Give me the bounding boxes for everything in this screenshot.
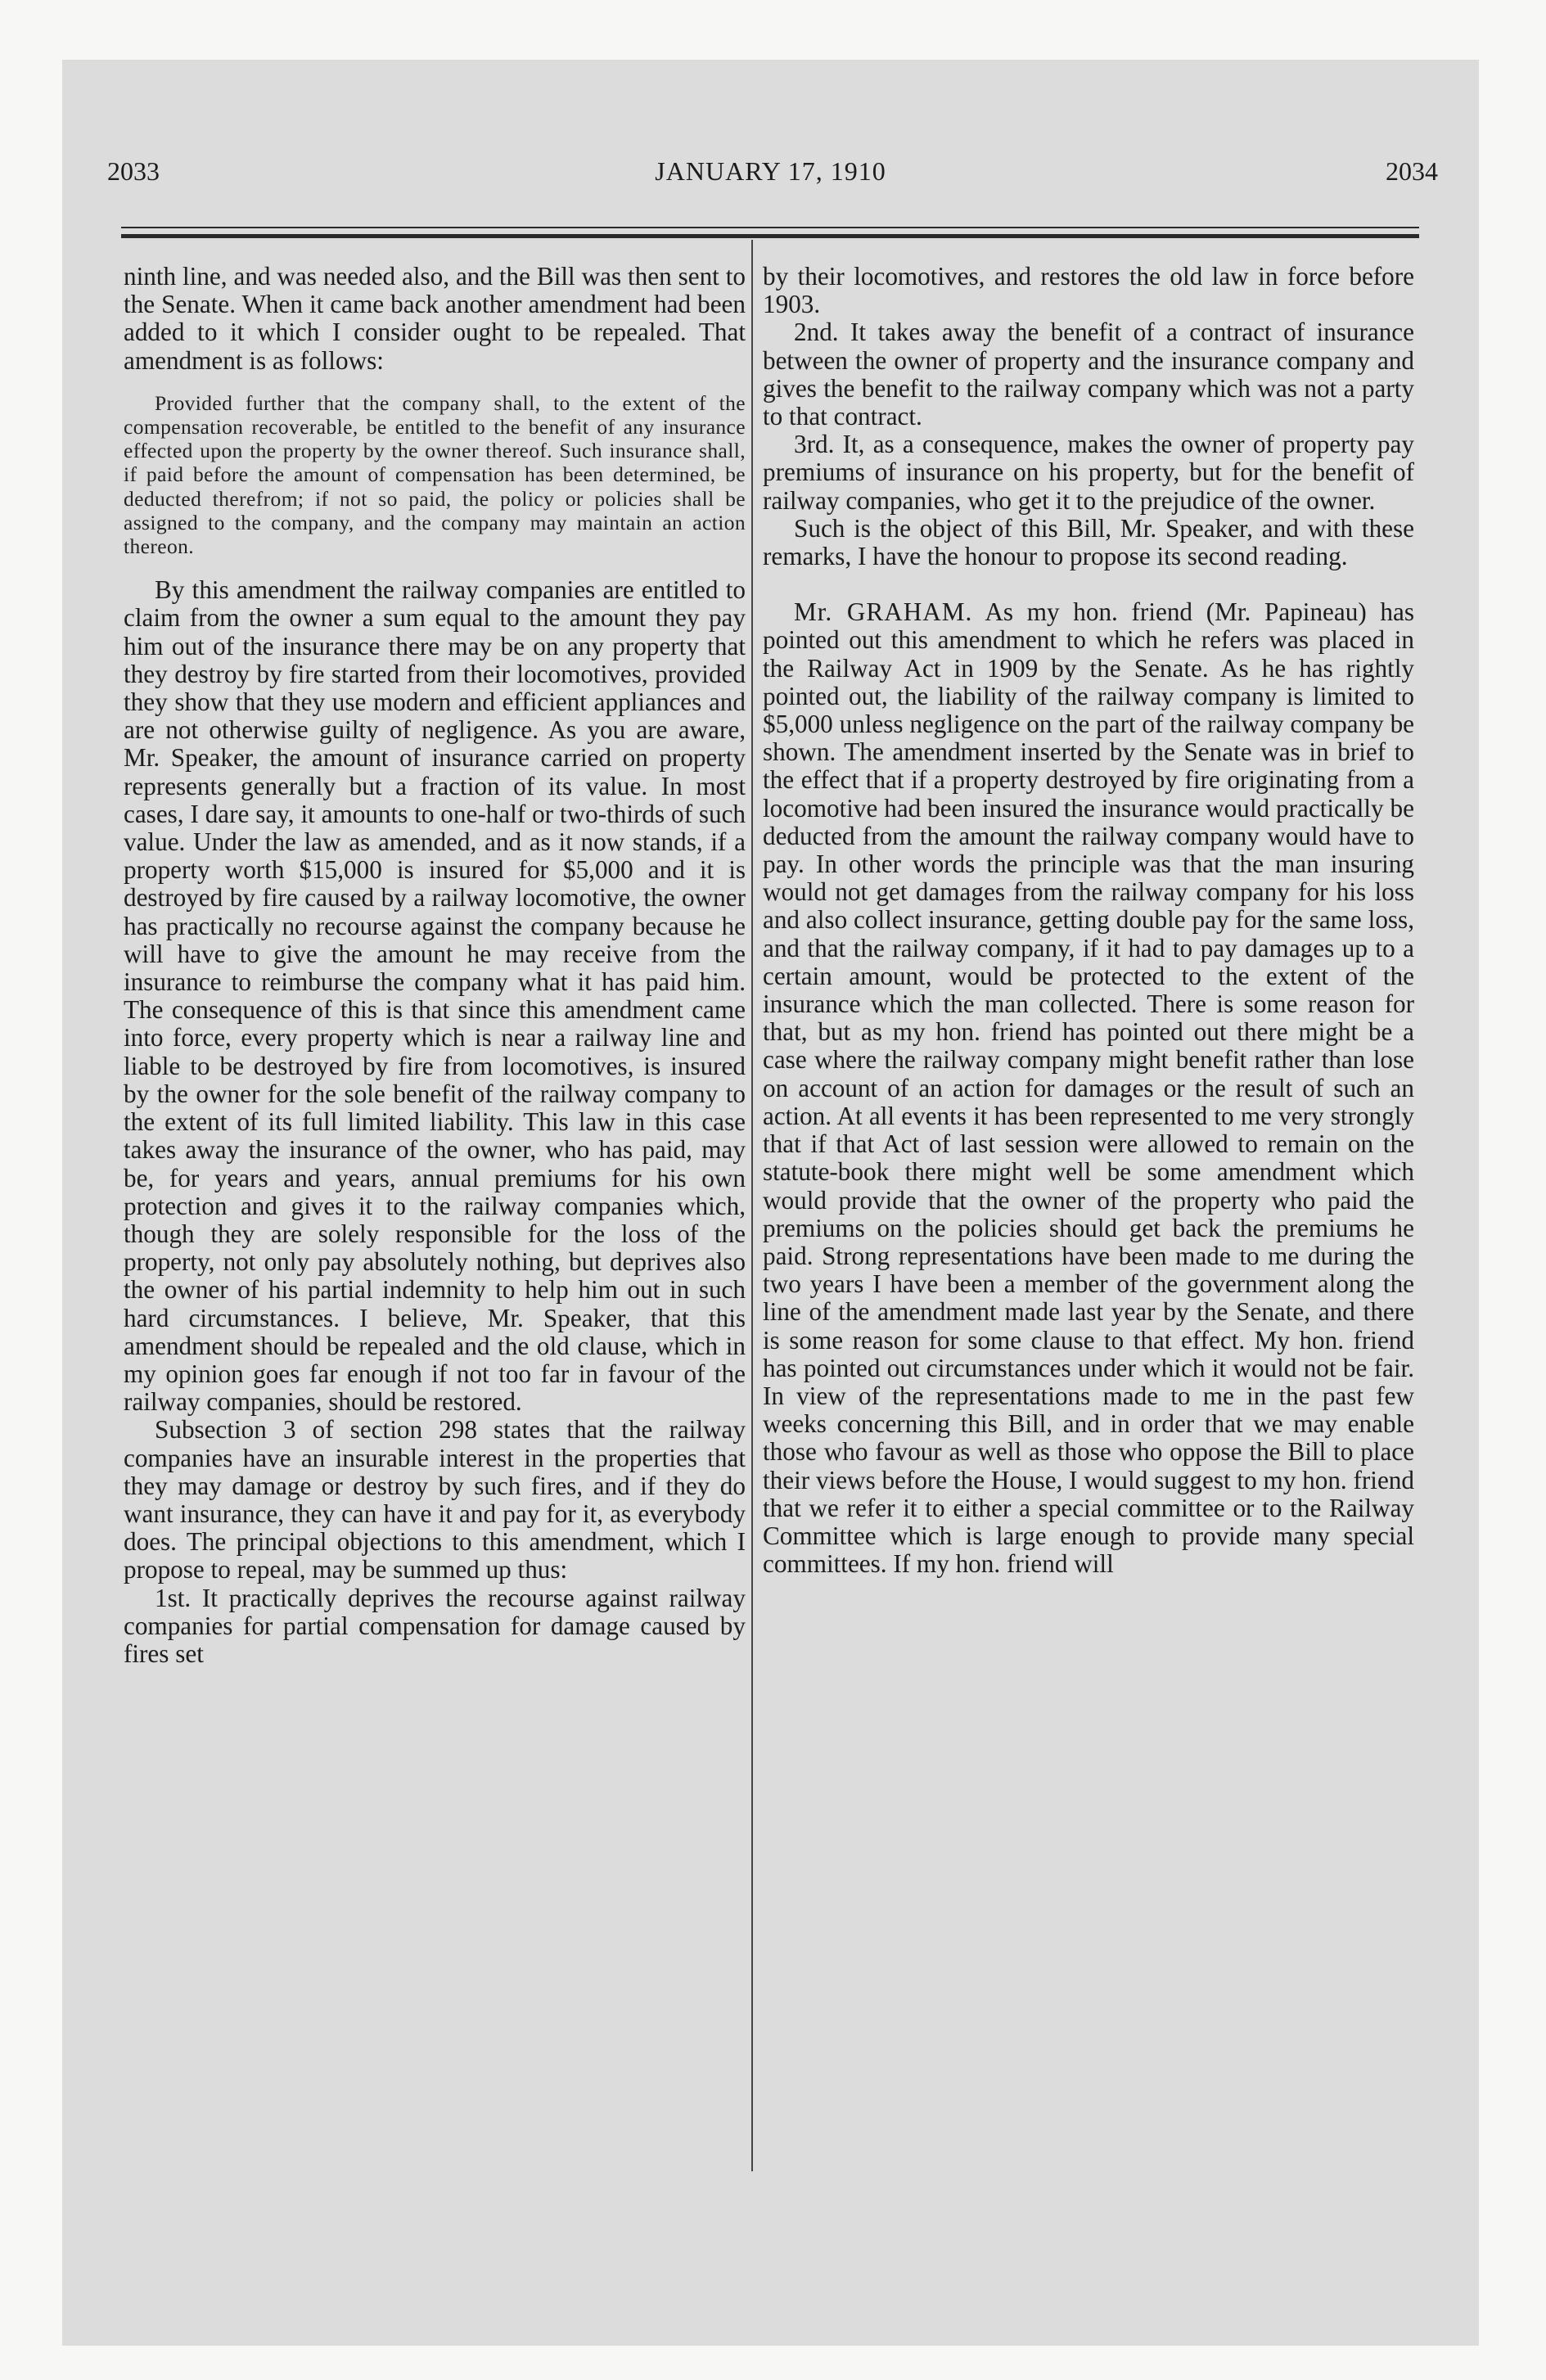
page-header (62, 156, 1479, 192)
graham-speech (763, 598, 1414, 1578)
header-date: JANUARY 17, 1910 (655, 156, 886, 186)
left-paragraph-1: By this amendment the railway companies are entitled to claim from the owner a sum equal to the amount they pay him out of the insurance there may be on any property that they destroy by fire started from their locomotives, provided they show that they use modern and efficient appliances and are not otherwise guilty of negligence. As you are aware, Mr. Speaker, the amount of insurance carried on property represents generally but a fraction of its value. In most cases, I dare say, it amounts to one-half or two-thirds of such value. Under the law as amended, and as it now stands, if a property worth $15,000 is insured for $5,000 and it is destroyed by fire caused by a railway locomotive, the owner has practically no recourse against the company because he will have to give the amount he may receive from the insurance to reimburse the company what it has paid him. The consequence of this is that since this amendment came into force, every property which is near a railway line and liable to be destroyed by fire from locomotives, is insured by the owner for the sole benefit of the railway company to the extent of its full limited liability. This law in this case takes away the insurance of the owner, who has paid, may be, for years and years, annual premiums for his own protection and gives it to the railway companies which, though they are solely responsible for the loss of the property, not only pay absolutely nothing, but deprives also the owner of his partial indemnity to help him out in such hard circumstances. I believe, Mr. Speaker, that this amendment should be repealed and the old clause, which in my opinion goes far enough if not too far in favour of the railway companies, should be restored. (124, 575, 746, 1417)
left-column (124, 263, 746, 1668)
left-paragraph-2: Subsection 3 of section 298 states that the railway companies have an insurable interest in the properties that they may damage or destroy by such fires, and if they do want insurance, they can have it and pay for it, as everybody does. The principal objections to this amendment, which I propose to repeal, may be summed up thus: (124, 1415, 746, 1584)
right-paragraph-1: 2nd. It takes away the benefit of a contract of insurance between the owner of property and the insurance company and gives the benefit to the railway company which was not a party to that contract. (763, 318, 1414, 431)
paragraph-gap (763, 570, 1414, 598)
amendment-quote (124, 391, 746, 558)
right-column (763, 263, 1414, 1578)
left-intro-paragraph: ninth line, and was needed also, and the Bill was then sent to the Senate. When it came back another amendment had been added to it which I consider ought to be repealed. That amendment is as follows: (124, 262, 746, 375)
column-divider (751, 240, 753, 2171)
left-paragraph-3: 1st. It practically deprives the recourse against railway companies for partial compensation for damage caused by fires set (124, 1583, 746, 1668)
speaker-name: Mr. GRAHAM. (794, 597, 973, 627)
header-rule-thick (121, 234, 1419, 238)
page-number-right: 2034 (1386, 156, 1438, 186)
right-paragraph-0: by their locomotives, and restores the old law in force before 1903. (763, 262, 1414, 319)
amendment-quote-text: Provided further that the company shall, to the extent of the compensation recoverable, be entitled to the benefit of any insurance effected upon the property by the owner thereof. Such insurance shall, if paid before the amount of compensation has been determined, be deducted therefrom; if not so paid, the policy or policies shall be assigned to the company, and the company may maintain an action thereon. (124, 390, 746, 559)
right-paragraph-2: 3rd. It, as a consequence, makes the owner of property pay premiums of insurance on his property, but for the benefit of railway companies, who get it to the prejudice of the owner. (763, 430, 1414, 515)
page-number-left: 2033 (107, 156, 160, 186)
right-paragraph-3: Such is the object of this Bill, Mr. Speaker, and with these remarks, I have the honour to propose its second reading. (763, 513, 1414, 571)
graham-speech-text: As my hon. friend (Mr. Papineau) has pointed out this amendment to which he refers was placed in the Railway Act in 1909 by the Senate. As he has rightly pointed out, the liability of the railway company is limited to $5,000 unless negligence on the part of the railway company be shown. The amendment inserted by the Senate was in brief to the effect that if a property destroyed by fire originating from a locomotive had been insured the insurance would practically be deducted from the amount the railway company would have to pay. In other words the principle was that the man insuring would not get damages from the railway company for his loss and also collect insurance, getting double pay for the same loss, and that the railway company, if it had to pay damages up to a certain amount, would be protected to the extent of the insurance which the man collected. There is some reason for that, but as my hon. friend has pointed out there might be a case where the railway company might benefit rather than lose on account of an action for damages or the result of such an action. At all events it has been represented to me very strongly that if that Act of last session were allowed to remain on the statute-book there might well be some amendment which would provide that the owner of the property who paid the premiums on the policies should get back the premiums he paid. Strong representations have been made to me during the two years I have been a member of the government along the line of the amendment made last year by the Senate, and there is some reason for some clause to that effect. My hon. friend has pointed out circumstances under which it would not be fair. In view of the representations made to me in the past few weeks concerning this Bill, and in order that we may enable those who favour as well as those who oppose the Bill to place their views before the House, I would suggest to my hon. friend that we refer it to either a special committee or to the Railway Committee which is large enough to provide many special committees. If my hon. friend will (763, 597, 1414, 1579)
page-scan (62, 60, 1479, 2346)
header-rule-thin (121, 227, 1419, 228)
